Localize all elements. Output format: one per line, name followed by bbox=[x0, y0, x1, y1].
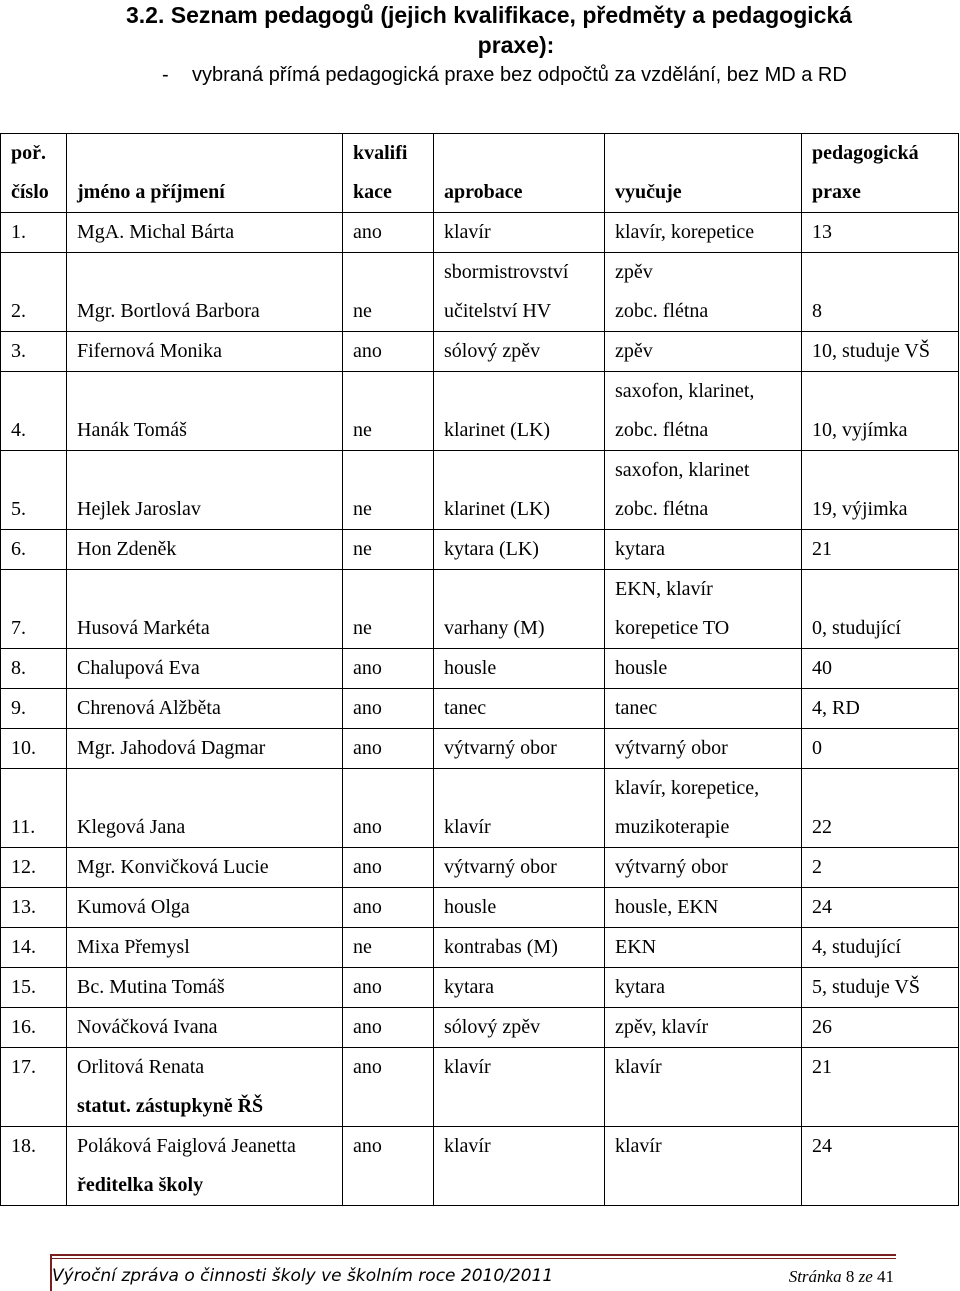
cell-qualification: ano bbox=[343, 213, 434, 253]
cell-teaches: zpěv, klavír bbox=[605, 1008, 802, 1048]
cell-qualification: ano bbox=[343, 729, 434, 769]
cell-qualification: ano bbox=[343, 888, 434, 928]
cell-teaches: zpěv zobc. flétna bbox=[605, 253, 802, 332]
table-row bbox=[1, 848, 959, 888]
heading-line-2: praxe): bbox=[477, 32, 555, 58]
table-header-row bbox=[1, 134, 959, 213]
staff-table bbox=[0, 133, 959, 1206]
cell-teaches: kytara bbox=[605, 530, 802, 570]
cell-practice: 4, RD bbox=[802, 689, 959, 729]
subheading-dash: - bbox=[162, 64, 169, 86]
cell-teaches: zpěv bbox=[605, 332, 802, 372]
header-number: poř. číslo bbox=[1, 134, 67, 213]
table-row bbox=[1, 769, 959, 848]
cell-approbation: klarinet (LK) bbox=[434, 372, 605, 451]
table-row bbox=[1, 332, 959, 372]
table-row bbox=[1, 928, 959, 968]
cell-name: MgA. Michal Bárta bbox=[67, 213, 343, 253]
cell-practice: 40 bbox=[802, 649, 959, 689]
cell-practice: 21 bbox=[802, 530, 959, 570]
cell-teaches: EKN, klavír korepetice TO bbox=[605, 570, 802, 649]
cell-name: Nováčková Ivana bbox=[67, 1008, 343, 1048]
footer-divider bbox=[50, 1254, 896, 1256]
cell-teaches: saxofon, klarinet, zobc. flétna bbox=[605, 372, 802, 451]
cell-name: Bc. Mutina Tomáš bbox=[67, 968, 343, 1008]
cell-qualification: ano bbox=[343, 968, 434, 1008]
table-row bbox=[1, 372, 959, 451]
cell-name: Hanák Tomáš bbox=[67, 372, 343, 451]
table-row bbox=[1, 888, 959, 928]
cell-practice: 22 bbox=[802, 769, 959, 848]
cell-name: Husová Markéta bbox=[67, 570, 343, 649]
cell-qualification: ne bbox=[343, 253, 434, 332]
table-row bbox=[1, 968, 959, 1008]
cell-number: 7. bbox=[1, 570, 67, 649]
table-row bbox=[1, 530, 959, 570]
cell-practice: 21 bbox=[802, 1048, 959, 1127]
cell-number: 8. bbox=[1, 649, 67, 689]
table-row bbox=[1, 451, 959, 530]
cell-practice: 5, studuje VŠ bbox=[802, 968, 959, 1008]
cell-practice: 24 bbox=[802, 888, 959, 928]
cell-teaches: klavír, korepetice bbox=[605, 213, 802, 253]
cell-qualification: ano bbox=[343, 1008, 434, 1048]
table-row bbox=[1, 1048, 959, 1127]
cell-qualification: ano bbox=[343, 649, 434, 689]
cell-approbation: housle bbox=[434, 888, 605, 928]
cell-teaches: kytara bbox=[605, 968, 802, 1008]
cell-practice: 0 bbox=[802, 729, 959, 769]
cell-number: 6. bbox=[1, 530, 67, 570]
cell-teaches: klavír bbox=[605, 1048, 802, 1127]
cell-practice: 26 bbox=[802, 1008, 959, 1048]
cell-approbation: sbormistrovství učitelství HV bbox=[434, 253, 605, 332]
cell-name: Mixa Přemysl bbox=[67, 928, 343, 968]
cell-teaches: výtvarný obor bbox=[605, 729, 802, 769]
cell-approbation: klavír bbox=[434, 1048, 605, 1127]
cell-name: Kumová Olga bbox=[67, 888, 343, 928]
cell-number: 5. bbox=[1, 451, 67, 530]
cell-teaches: výtvarný obor bbox=[605, 848, 802, 888]
cell-qualification: ano bbox=[343, 689, 434, 729]
cell-qualification: ano bbox=[343, 769, 434, 848]
cell-number: 18. bbox=[1, 1127, 67, 1206]
cell-qualification: ano bbox=[343, 1048, 434, 1127]
cell-practice: 10, studuje VŠ bbox=[802, 332, 959, 372]
cell-practice: 8 bbox=[802, 253, 959, 332]
header-name: jméno a příjmení bbox=[67, 134, 343, 213]
cell-approbation: sólový zpěv bbox=[434, 1008, 605, 1048]
cell-teaches: housle, EKN bbox=[605, 888, 802, 928]
table-row bbox=[1, 649, 959, 689]
cell-practice: 2 bbox=[802, 848, 959, 888]
subheading-text: vybraná přímá pedagogická praxe bez odpočtů za vzdělání, bez MD a RD bbox=[192, 64, 847, 86]
table-row bbox=[1, 1008, 959, 1048]
cell-practice: 24 bbox=[802, 1127, 959, 1206]
cell-number: 2. bbox=[1, 253, 67, 332]
cell-approbation: klavír bbox=[434, 213, 605, 253]
cell-approbation: klarinet (LK) bbox=[434, 451, 605, 530]
cell-qualification: ne bbox=[343, 530, 434, 570]
table-row bbox=[1, 213, 959, 253]
cell-name: Chrenová Alžběta bbox=[67, 689, 343, 729]
cell-practice: 0, studující bbox=[802, 570, 959, 649]
cell-number: 12. bbox=[1, 848, 67, 888]
cell-name: Hejlek Jaroslav bbox=[67, 451, 343, 530]
cell-name: Mgr. Bortlová Barbora bbox=[67, 253, 343, 332]
cell-approbation: housle bbox=[434, 649, 605, 689]
cell-approbation: kytara bbox=[434, 968, 605, 1008]
cell-number: 15. bbox=[1, 968, 67, 1008]
cell-number: 10. bbox=[1, 729, 67, 769]
cell-number: 14. bbox=[1, 928, 67, 968]
cell-name: Chalupová Eva bbox=[67, 649, 343, 689]
cell-number: 13. bbox=[1, 888, 67, 928]
cell-approbation: tanec bbox=[434, 689, 605, 729]
cell-number: 16. bbox=[1, 1008, 67, 1048]
cell-number: 9. bbox=[1, 689, 67, 729]
cell-name: Mgr. Konvičková Lucie bbox=[67, 848, 343, 888]
footer-page-number: Stránka 8 ze 41 bbox=[788, 1267, 894, 1286]
cell-approbation: varhany (M) bbox=[434, 570, 605, 649]
cell-name: Klegová Jana bbox=[67, 769, 343, 848]
cell-teaches: saxofon, klarinet zobc. flétna bbox=[605, 451, 802, 530]
cell-qualification: ano bbox=[343, 1127, 434, 1206]
cell-qualification: ne bbox=[343, 451, 434, 530]
header-teaches: vyučuje bbox=[605, 134, 802, 213]
cell-teaches: EKN bbox=[605, 928, 802, 968]
cell-approbation: kytara (LK) bbox=[434, 530, 605, 570]
role-label: statut. zástupkyně ŘŠ bbox=[77, 1095, 264, 1117]
table-row bbox=[1, 729, 959, 769]
cell-name: Hon Zdeněk bbox=[67, 530, 343, 570]
cell-practice: 13 bbox=[802, 213, 959, 253]
cell-approbation: klavír bbox=[434, 769, 605, 848]
cell-teaches: tanec bbox=[605, 689, 802, 729]
cell-number: 3. bbox=[1, 332, 67, 372]
cell-qualification: ne bbox=[343, 928, 434, 968]
role-label: ředitelka školy bbox=[77, 1174, 204, 1196]
cell-name: Poláková Faiglová Jeanetta ředitelka školy bbox=[67, 1127, 343, 1206]
cell-qualification: ne bbox=[343, 372, 434, 451]
cell-name: Mgr. Jahodová Dagmar bbox=[67, 729, 343, 769]
header-practice: pedagogická praxe bbox=[802, 134, 959, 213]
cell-approbation: výtvarný obor bbox=[434, 729, 605, 769]
cell-qualification: ano bbox=[343, 332, 434, 372]
cell-practice: 19, výjimka bbox=[802, 451, 959, 530]
cell-name: Fifernová Monika bbox=[67, 332, 343, 372]
table-row bbox=[1, 253, 959, 332]
cell-number: 4. bbox=[1, 372, 67, 451]
cell-approbation: sólový zpěv bbox=[434, 332, 605, 372]
cell-approbation: klavír bbox=[434, 1127, 605, 1206]
cell-name: Orlitová Renata statut. zástupkyně ŘŠ bbox=[67, 1048, 343, 1127]
footer-report-title: Výroční zpráva o činnosti školy ve školním roce 2010/2011 bbox=[52, 1266, 554, 1286]
cell-practice: 10, vyjímka bbox=[802, 372, 959, 451]
header-qualification: kvalifi kace bbox=[343, 134, 434, 213]
cell-approbation: kontrabas (M) bbox=[434, 928, 605, 968]
footer-divider-thin bbox=[50, 1258, 896, 1259]
cell-qualification: ne bbox=[343, 570, 434, 649]
heading-line-1: 3.2. Seznam pedagogů (jejich kvalifikace, předměty a pedagogická bbox=[126, 2, 853, 28]
cell-approbation: výtvarný obor bbox=[434, 848, 605, 888]
cell-practice: 4, studující bbox=[802, 928, 959, 968]
cell-teaches: klavír bbox=[605, 1127, 802, 1206]
cell-number: 11. bbox=[1, 769, 67, 848]
table-row bbox=[1, 570, 959, 649]
cell-teaches: klavír, korepetice, muzikoterapie bbox=[605, 769, 802, 848]
cell-number: 17. bbox=[1, 1048, 67, 1127]
header-approbation: aprobace bbox=[434, 134, 605, 213]
table-row bbox=[1, 689, 959, 729]
table-row bbox=[1, 1127, 959, 1206]
cell-qualification: ano bbox=[343, 848, 434, 888]
cell-number: 1. bbox=[1, 213, 67, 253]
subheading bbox=[162, 61, 847, 89]
cell-teaches: housle bbox=[605, 649, 802, 689]
